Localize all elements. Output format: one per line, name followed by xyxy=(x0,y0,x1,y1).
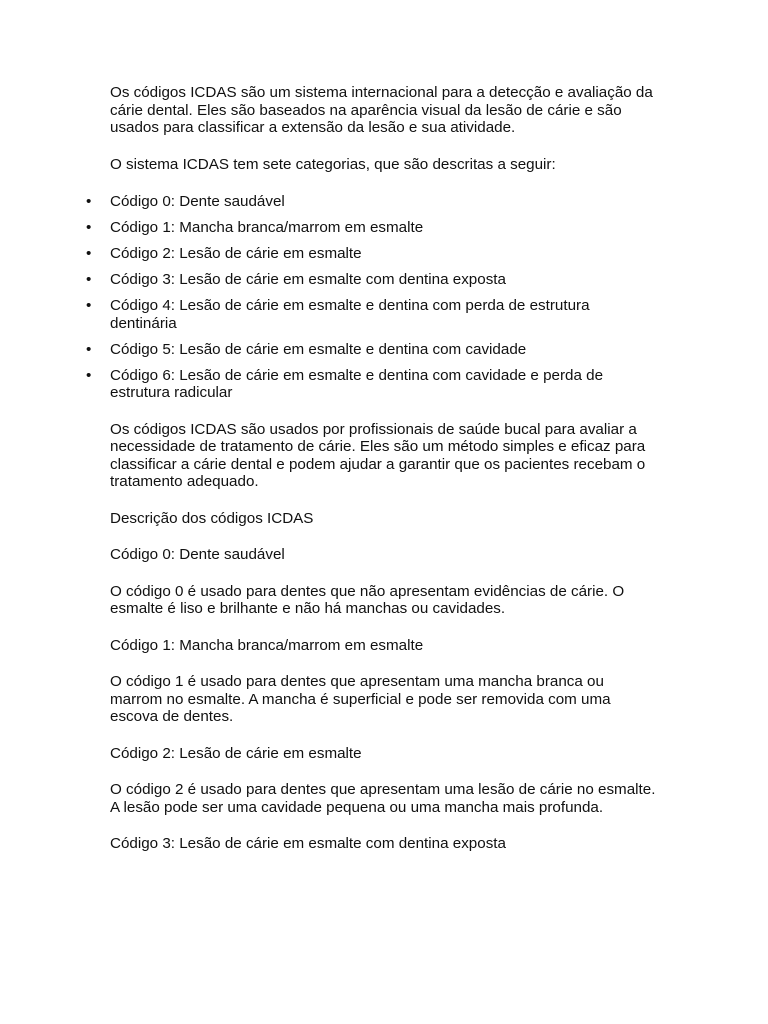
code-0-title: Código 0: Dente saudável xyxy=(110,546,285,563)
list-item: • Código 0: Dente saudável xyxy=(110,193,658,211)
icdas-codes-list xyxy=(110,193,658,402)
code-3-title: Código 3: Lesão de cárie em esmalte com dentina exposta xyxy=(110,835,506,852)
list-item: • Código 5: Lesão de cárie em esmalte e dentina com cavidade xyxy=(110,341,658,359)
code-1-title: Código 1: Mancha branca/marrom em esmalte xyxy=(110,636,424,654)
list-item: • Código 2: Lesão de cárie em esmalte xyxy=(110,245,658,263)
list-item: • Código 3: Lesão de cárie em esmalte com dentina exposta xyxy=(110,271,658,289)
list-item: • Código 6: Lesão de cárie em esmalte e dentina com cavidade e perda de estrutura radicular xyxy=(110,367,658,402)
usage-paragraph: Os códigos ICDAS são usados por profissionais de saúde bucal para avaliar a necessidade de tratamento de cárie. Eles são um método simples e eficaz para classificar a cárie dental e podem ajudar a garantir que os pacientes recebam o tratamento adequado. xyxy=(110,420,646,490)
code-2-description: O código 2 é usado para dentes que apresentam uma lesão de cárie no esmalte. A lesão pode ser uma cavidade pequena ou uma mancha mais profunda. xyxy=(110,781,656,816)
code-2-title: Código 2: Lesão de cárie em esmalte xyxy=(110,744,362,762)
section-title: Descrição dos códigos ICDAS xyxy=(110,509,314,527)
list-item: • Código 4: Lesão de cárie em esmalte e dentina com perda de estrutura dentinária xyxy=(110,297,658,332)
code-0-description: O código 0 é usado para dentes que não apresentam evidências de cárie. O esmalte é liso e brilhante e não há manchas ou cavidades. xyxy=(110,582,625,617)
list-item: • Código 1: Mancha branca/marrom em esmalte xyxy=(110,219,658,237)
code-1-description: O código 1 é usado para dentes que apresentam uma mancha branca ou marrom no esmalte. A mancha é superficial e pode ser removida com uma escova de dentes. xyxy=(110,673,611,725)
intro-paragraph: Os códigos ICDAS são um sistema internacional para a detecção e avaliação da cárie dental. Eles são baseados na aparência visual da lesão de cárie e são usados para classificar a extensão da lesão e sua atividade. xyxy=(110,84,653,136)
intro-categories-paragraph: O sistema ICDAS tem sete categorias, que são descritas a seguir: xyxy=(110,155,556,173)
